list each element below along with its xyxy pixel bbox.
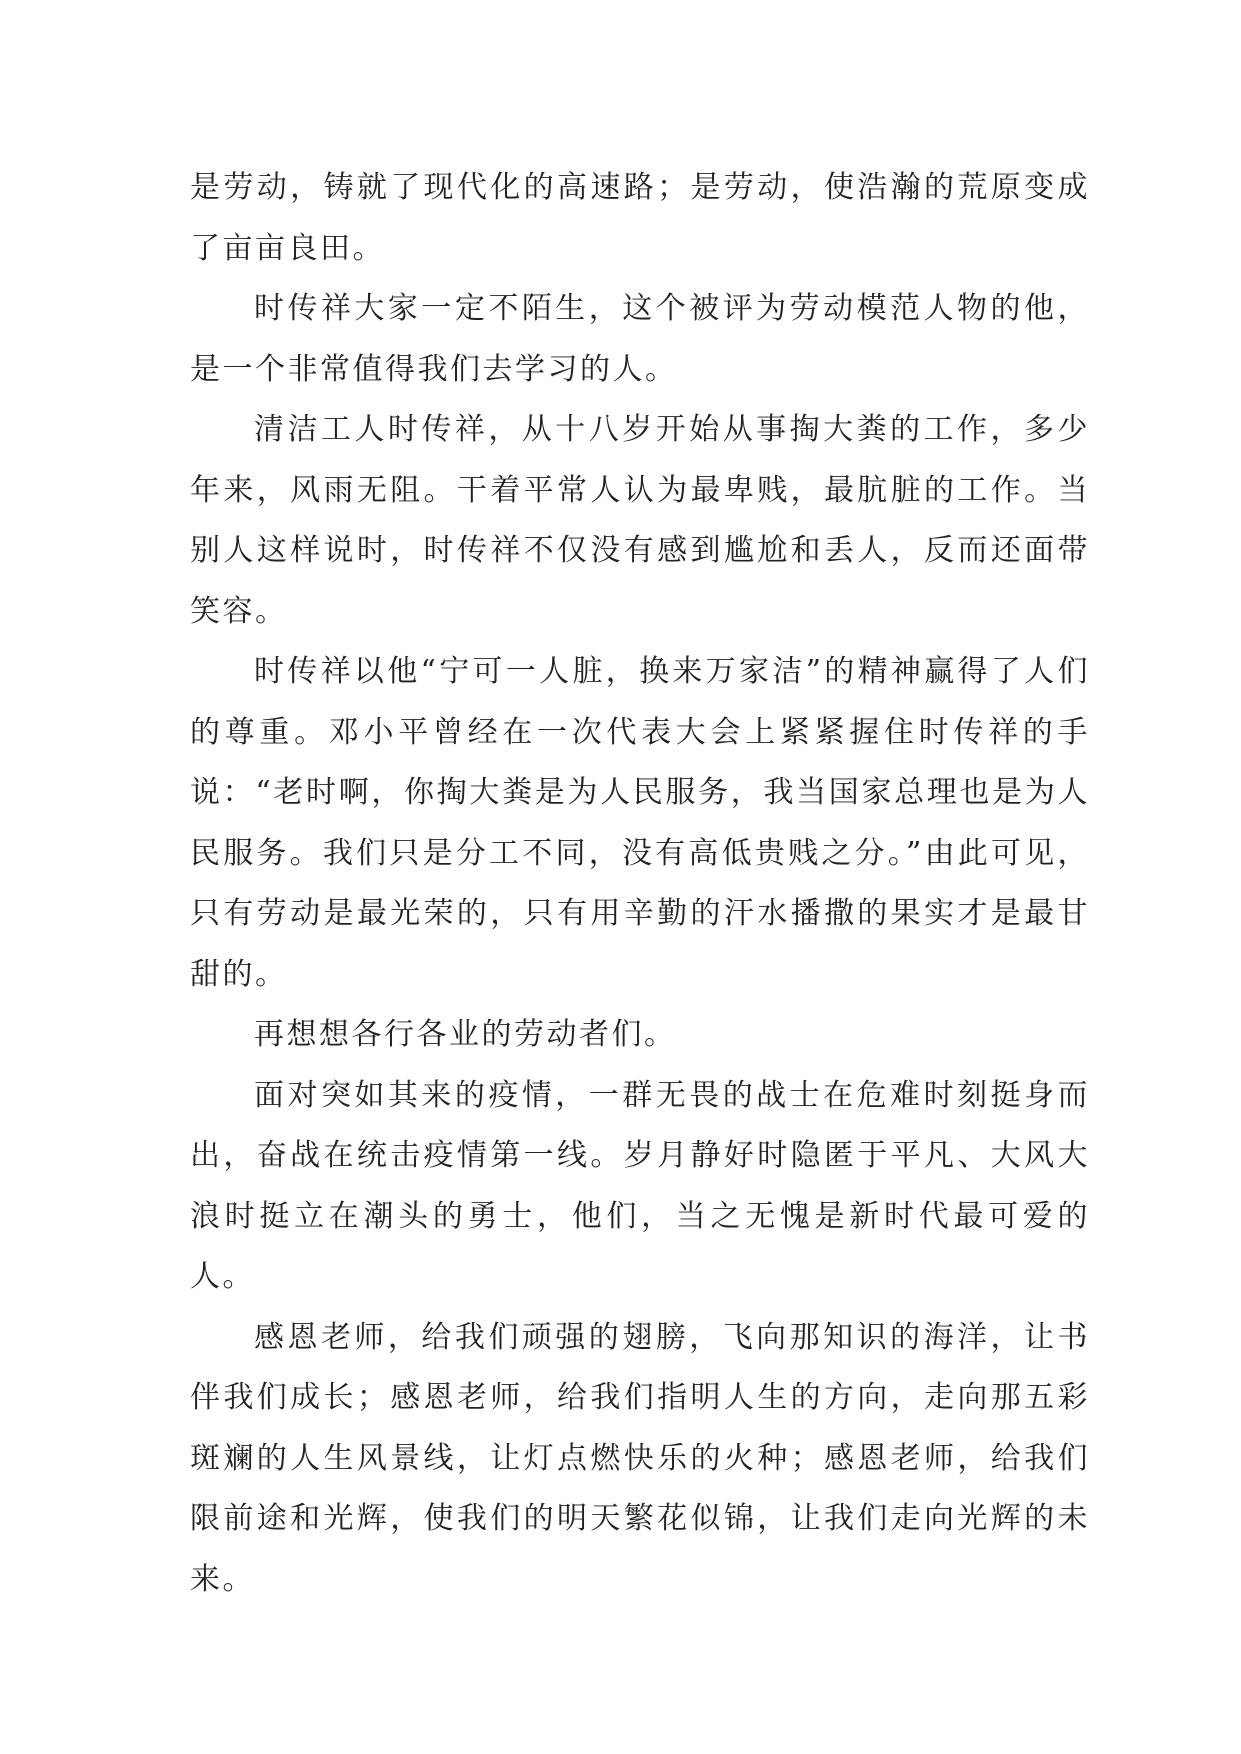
paragraph-continuation: 是劳动，铸就了现代化的高速路；是劳动，使浩瀚的荒原变成了亩亩良田。 xyxy=(190,170,1090,266)
paragraph-epidemic-fighters: 面对突如其来的疫情，一群无畏的战士在危难时刻挺身而出，奋战在统击疫情第一线。岁月静好时隐匿于平凡、大风大浪时挺立在潮头的勇士，他们，当之无愧是新时代最可爱的人。 xyxy=(190,1077,1090,1294)
paragraph-thank-teachers: 感恩老师，给我们顽强的翅膀，飞向那知识的海洋，让书伴我们成长；感恩老师，给我们指明人生的方向，走向那五彩斑斓的人生风景线，让灯点燃快乐的火种；感恩老师，给我们限前途和光辉，使我们的明天繁花似锦，让我们走向光辉的未来。 xyxy=(190,1319,1090,1597)
paragraph-shi-chuanxiang-intro: 时传祥大家一定不陌生，这个被评为劳动模范人物的他，是一个非常值得我们去学习的人。 xyxy=(190,291,1090,387)
document-body xyxy=(190,158,1090,1610)
paragraph-all-workers: 再想想各行各业的劳动者们。 xyxy=(254,1017,677,1052)
paragraph-cleaning-worker: 清洁工人时传祥，从十八岁开始从事掏大粪的工作，多少年来，风雨无阻。干着平常人认为最卑贱，最肮脏的工作。当别人这样说时，时传祥不仅没有感到尴尬和丢人，反而还面带笑容。 xyxy=(190,412,1090,629)
paragraph-respect-quote: 时传祥以他“宁可一人脏，换来万家洁”的精神赢得了人们的尊重。邓小平曾经在一次代表大会上紧紧握住时传祥的手说：“老时啊，你掏大粪是为人民服务，我当国家总理也是为人民服务。我们只是分工不同，没有高低贵贱之分。”由此可见，只有劳动是最光荣的，只有用辛勤的汗水播撒的果实才是最甘甜的。 xyxy=(190,654,1090,992)
